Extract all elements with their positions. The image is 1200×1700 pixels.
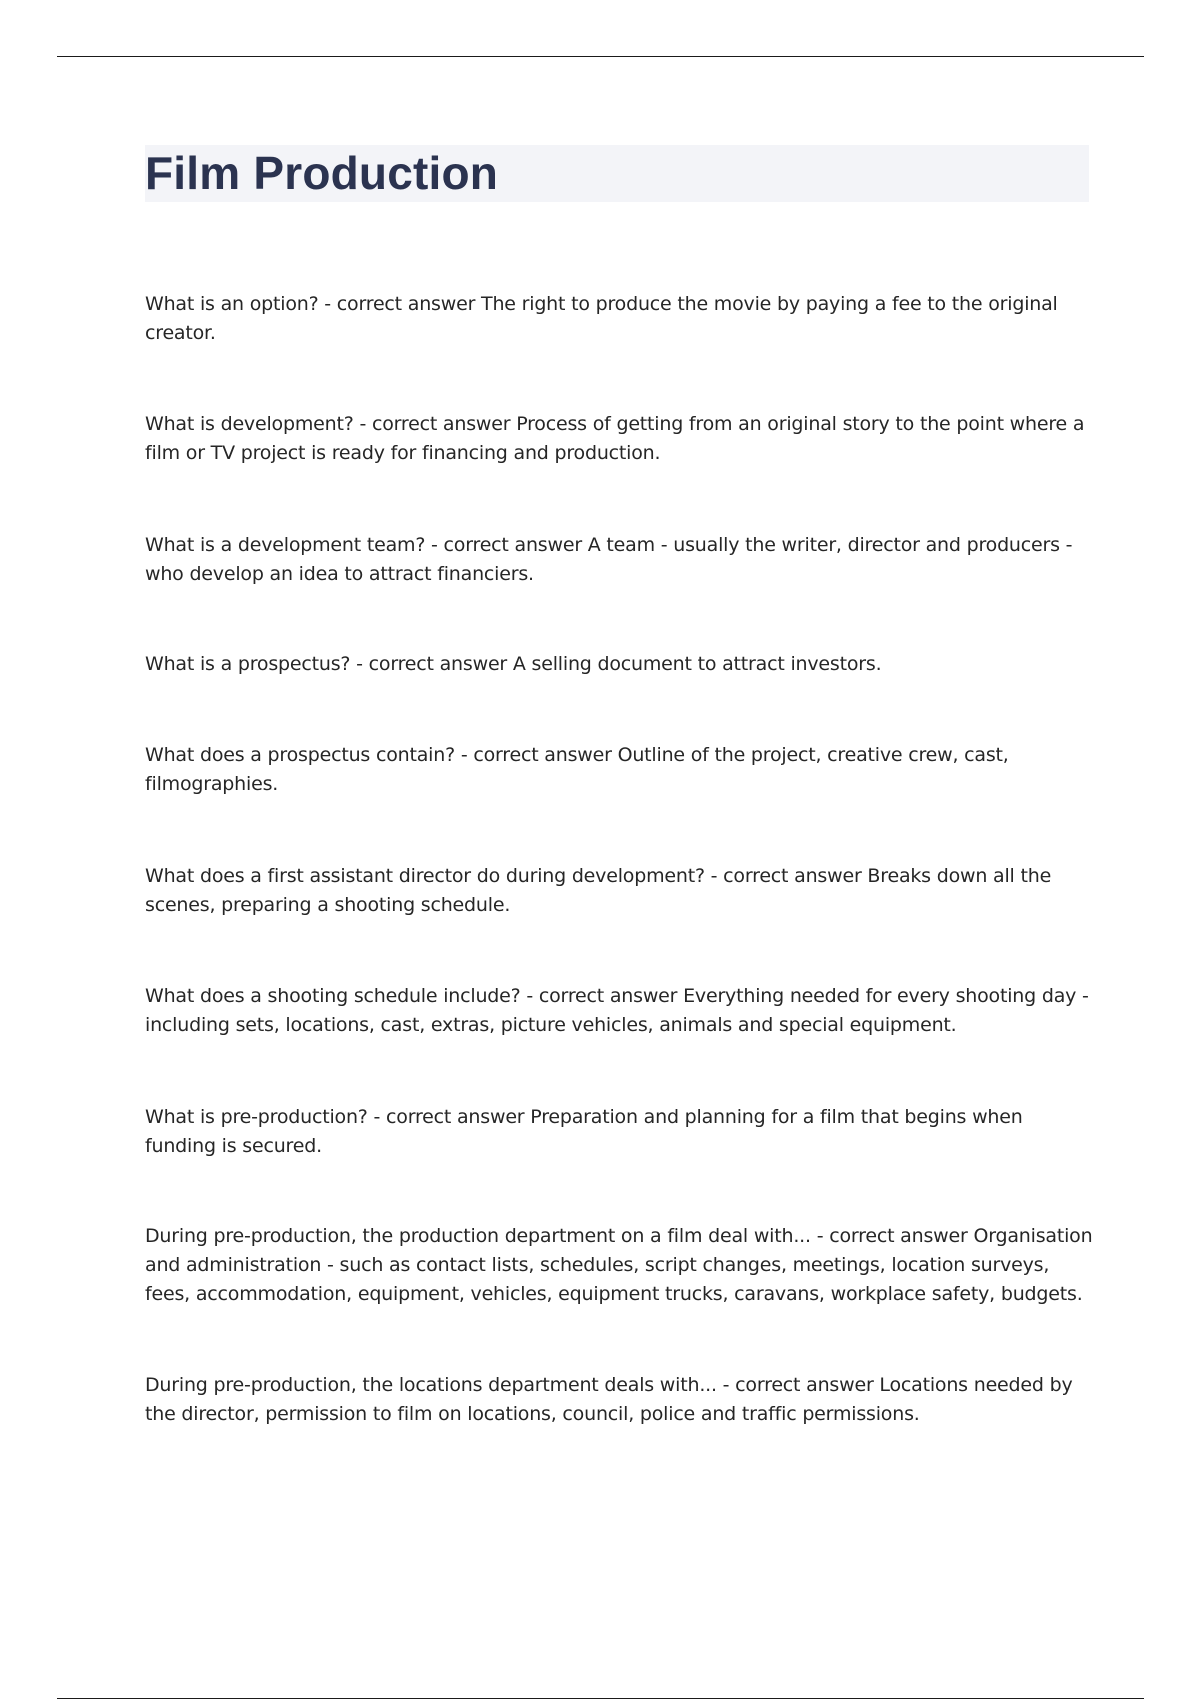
- answer-text: Breaks down all the scenes, preparing a shooting schedule.: [145, 865, 1052, 916]
- answer-text: Preparation and planning for a film that begins when funding is secured.: [145, 1106, 1023, 1157]
- question-text: What does a prospectus contain?: [145, 744, 455, 766]
- answer-text: Locations needed by the director, permission to film on locations, council, police and traffic permissions.: [145, 1374, 1073, 1425]
- answer-text: Outline of the project, creative crew, cast, filmographies.: [145, 744, 1009, 795]
- answer-separator: - correct answer: [520, 985, 684, 1007]
- qa-entry: [145, 531, 1095, 589]
- question-text: What is development?: [145, 413, 354, 435]
- answer-separator: - correct answer: [350, 653, 513, 675]
- question-text: What is a development team?: [145, 534, 426, 556]
- answer-separator: - correct answer: [704, 865, 868, 887]
- qa-entry: [145, 741, 1095, 799]
- qa-entry: [145, 862, 1095, 920]
- question-text: What is pre-production?: [145, 1106, 368, 1128]
- question-text: During pre-production, the locations department deals with...: [145, 1374, 717, 1396]
- bottom-rule: [57, 1698, 1144, 1699]
- question-text: What does a shooting schedule include?: [145, 985, 521, 1007]
- question-text: What does a first assistant director do during development?: [145, 865, 705, 887]
- answer-separator: - correct answer: [425, 534, 588, 556]
- qa-entry: [145, 1103, 1095, 1161]
- question-text: What is a prospectus?: [145, 653, 351, 675]
- question-text: What is an option?: [145, 293, 319, 315]
- qa-entry: [145, 1222, 1095, 1309]
- qa-entry: [145, 410, 1095, 468]
- answer-text: Everything needed for every shooting day - including sets, locations, cast, extras, picture vehicles, animals and special equipment.: [145, 985, 1089, 1036]
- qa-entry: [145, 982, 1095, 1040]
- answer-separator: - correct answer: [318, 293, 482, 315]
- qa-entry: [145, 290, 1095, 348]
- top-rule: [57, 56, 1144, 57]
- qa-entry: [145, 650, 1095, 679]
- answer-separator: - correct answer: [353, 413, 517, 435]
- answer-text: Organisation and administration - such as contact lists, schedules, script changes, meetings, location surveys, fees, accommodation, equipment, vehicles, equipment trucks, caravans, workplace safety, budgets.: [145, 1225, 1093, 1305]
- question-text: During pre-production, the production department on a film deal with...: [145, 1225, 811, 1247]
- answer-text: A team - usually the writer, director and producers - who develop an idea to attract financiers.: [145, 534, 1073, 585]
- answer-separator: - correct answer: [367, 1106, 531, 1128]
- answer-separator: - correct answer: [810, 1225, 974, 1247]
- answer-text: Process of getting from an original story to the point where a film or TV project is ready for financing and production.: [145, 413, 1085, 464]
- answer-separator: - correct answer: [716, 1374, 880, 1396]
- answer-text: A selling document to attract investors.: [512, 653, 882, 675]
- qa-entry: [145, 1371, 1095, 1429]
- answer-separator: - correct answer: [454, 744, 618, 766]
- answer-text: The right to produce the movie by paying a fee to the original creator.: [145, 293, 1058, 344]
- page-title: Film Production: [145, 147, 499, 199]
